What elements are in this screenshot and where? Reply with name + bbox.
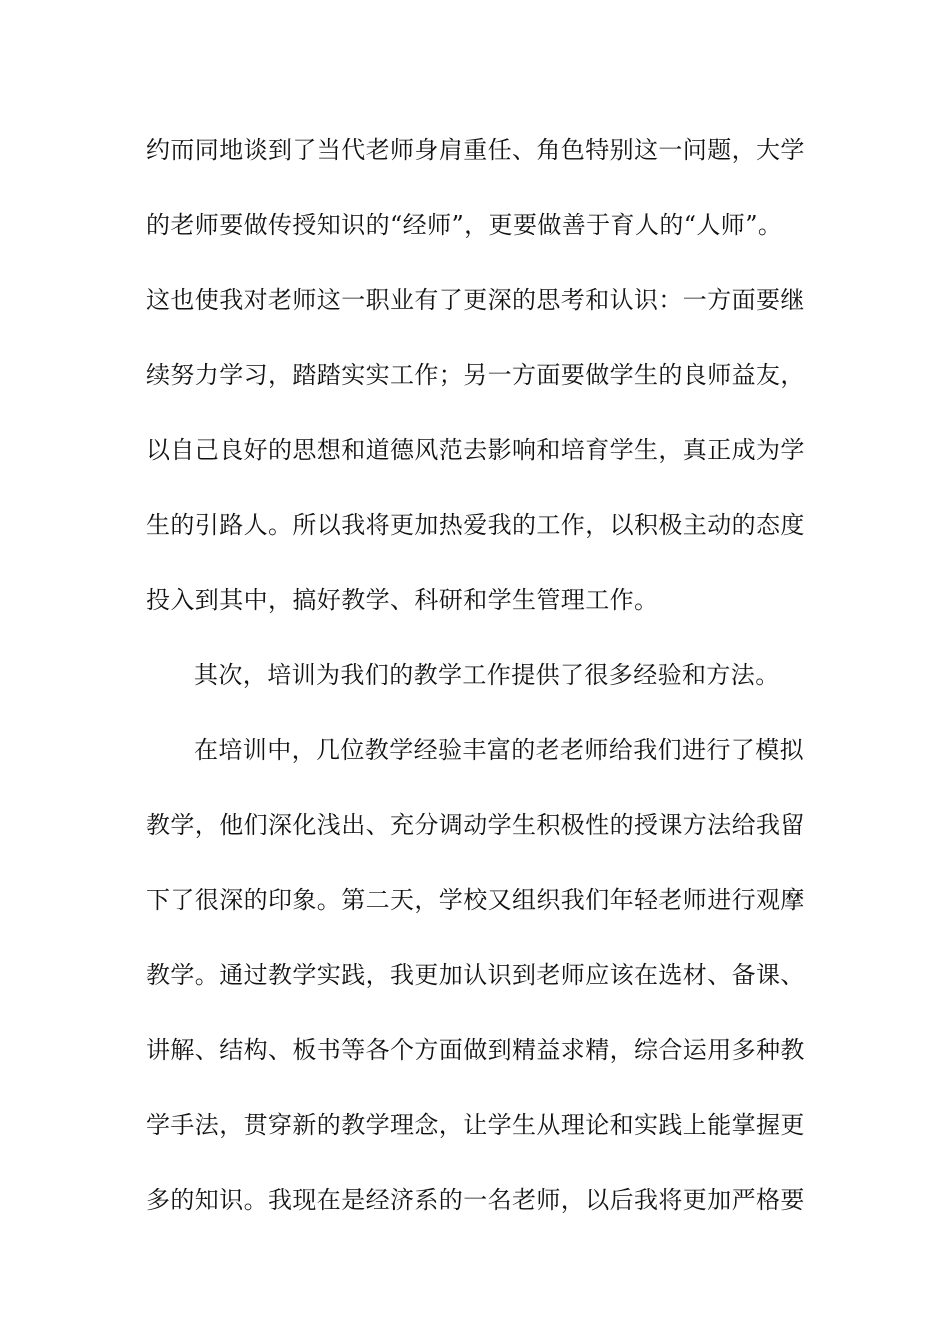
text-line: 学手法，贯穿新的教学理念，让学生从理论和实践上能掌握更 (146, 1111, 805, 1139)
text-line: 下了很深的印象。第二天，学校又组织我们年轻老师进行观摩 (146, 886, 805, 914)
text-line: 多的知识。我现在是经济系的一名老师，以后我将更加严格要 (146, 1186, 805, 1214)
text-line: 教学。通过教学实践，我更加认识到老师应该在选材、备课、 (146, 961, 805, 989)
text-line: 讲解、结构、板书等各个方面做到精益求精，综合运用多种教 (146, 1036, 805, 1064)
text-line: 以自己良好的思想和道德风范去影响和培育学生，真正成为学 (146, 436, 805, 464)
text-line: 这也使我对老师这一职业有了更深的思考和认识：一方面要继 (146, 286, 805, 314)
text-line: 的老师要做传授知识的“经师”，更要做善于育人的“人师”。 (146, 211, 783, 239)
text-line: 约而同地谈到了当代老师身肩重任、角色特别这一问题，大学 (146, 136, 805, 164)
text-line: 教学，他们深化浅出、充分调动学生积极性的授课方法给我留 (146, 811, 805, 839)
text-line: 投入到其中，搞好教学、科研和学生管理工作。 (146, 586, 659, 614)
text-line: 生的引路人。所以我将更加热爱我的工作，以积极主动的态度 (146, 511, 805, 539)
paragraph-start-line: 其次，培训为我们的教学工作提供了很多经验和方法。 (194, 661, 780, 689)
text-line: 续努力学习，踏踏实实工作；另一方面要做学生的良师益友， (146, 361, 805, 389)
paragraph-start-line: 在培训中，几位教学经验丰富的老老师给我们进行了模拟 (194, 736, 804, 764)
